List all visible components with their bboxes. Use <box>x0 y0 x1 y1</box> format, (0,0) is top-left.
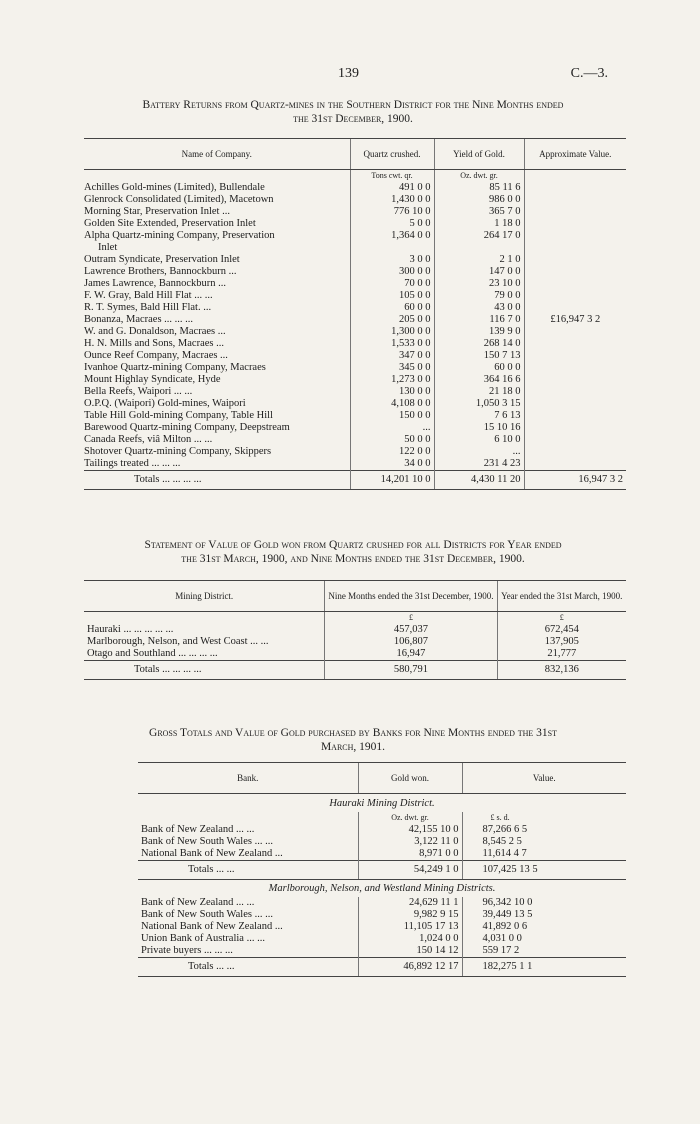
table2-totals-nine: 580,791 <box>325 661 497 680</box>
quartz-crushed <box>350 242 434 254</box>
company-name: Mount Highlay Syndicate, Hyde <box>84 374 221 385</box>
marlborough-totals-gold: 46,892 12 17 <box>358 958 462 977</box>
quartz-crushed: 345 0 0 <box>350 362 434 374</box>
approx-value <box>524 218 626 230</box>
quartz-crushed: 1,533 0 0 <box>350 338 434 350</box>
bank-value: 87,266 6 5 <box>462 824 626 836</box>
table-row <box>138 897 626 909</box>
quartz-crushed: 105 0 0 <box>350 290 434 302</box>
table-row <box>138 909 626 921</box>
table2-totals-label: Totals ... ... ... ... <box>84 661 325 680</box>
hauraki-totals-label: Totals ... ... <box>138 861 358 880</box>
table-row <box>84 230 626 242</box>
col-gold-won: Gold won. <box>358 763 462 794</box>
company-name: W. and G. Donaldson, Macraes ... <box>84 326 226 337</box>
table-row <box>84 434 626 446</box>
gold-won: 11,105 17 13 <box>358 921 462 933</box>
approx-value <box>524 434 626 446</box>
hauraki-totals-value: 107,425 13 5 <box>462 861 626 880</box>
table-row <box>138 836 626 848</box>
company-name: James Lawrence, Bannockburn ... <box>84 278 226 289</box>
gold-yield: 43 0 0 <box>434 302 524 314</box>
gold-value-statement-table <box>84 580 626 680</box>
company-name: Ivanhoe Quartz-mining Company, Macraes <box>84 362 266 373</box>
marlborough-totals-label: Totals ... ... <box>138 958 358 977</box>
table-row <box>84 410 626 422</box>
gold-yield: 268 14 0 <box>434 338 524 350</box>
bank-name: National Bank of New Zealand ... <box>141 921 283 932</box>
table-row <box>84 290 626 302</box>
unit-yield: Oz. dwt. gr. <box>434 170 524 183</box>
nine-months-value: 457,037 <box>325 624 497 636</box>
table-row <box>84 398 626 410</box>
quartz-crushed: 776 10 0 <box>350 206 434 218</box>
gold-yield: 15 10 16 <box>434 422 524 434</box>
col-yield: Yield of Gold. <box>434 139 524 170</box>
gold-yield: 364 16 6 <box>434 374 524 386</box>
bank-name: National Bank of New Zealand ... <box>141 848 283 859</box>
bank-name: Bank of New Zealand ... ... <box>141 897 255 908</box>
approx-value <box>524 254 626 266</box>
table-row <box>138 848 626 861</box>
approx-value <box>524 410 626 422</box>
approx-value <box>524 398 626 410</box>
table-row <box>84 624 626 636</box>
company-name: O.P.Q. (Waipori) Gold-mines, Waipori <box>84 398 246 409</box>
quartz-crushed: ... <box>350 422 434 434</box>
district-name: Marlborough, Nelson, and West Coast ... ... <box>87 636 269 647</box>
table-row <box>84 242 626 254</box>
table-row <box>84 362 626 374</box>
gold-yield: 264 17 0 <box>434 230 524 242</box>
page-header <box>0 66 700 86</box>
quartz-crushed: 1,273 0 0 <box>350 374 434 386</box>
gold-yield: 116 7 0 <box>434 314 524 326</box>
gold-yield: 2 1 0 <box>434 254 524 266</box>
table-row <box>84 446 626 458</box>
quartz-crushed: 50 0 0 <box>350 434 434 446</box>
quartz-crushed: 60 0 0 <box>350 302 434 314</box>
gold-yield: 231 4 23 <box>434 458 524 471</box>
table-row <box>84 636 626 648</box>
table1-totals-yield: 4,430 11 20 <box>434 471 524 490</box>
approx-value <box>524 386 626 398</box>
table-row <box>84 266 626 278</box>
approx-value <box>524 374 626 386</box>
table-row <box>84 326 626 338</box>
bank-value: 11,614 4 7 <box>462 848 626 861</box>
gold-yield: 79 0 0 <box>434 290 524 302</box>
table-row <box>84 206 626 218</box>
page-number: 139 <box>338 66 359 81</box>
table-row <box>84 648 626 661</box>
company-name: Outram Syndicate, Preservation Inlet <box>84 254 240 265</box>
gold-yield: 139 9 0 <box>434 326 524 338</box>
table-row <box>84 218 626 230</box>
company-name: H. N. Mills and Sons, Macraes ... <box>84 338 224 349</box>
year-value: 672,454 <box>497 624 626 636</box>
unit-value: £ s. d. <box>462 812 626 824</box>
bank-value: 4,031 0 0 <box>462 933 626 945</box>
gold-yield: 986 0 0 <box>434 194 524 206</box>
bank-value: 96,342 10 0 <box>462 897 626 909</box>
col-bank: Bank. <box>138 763 358 794</box>
gold-yield <box>434 242 524 254</box>
quartz-crushed: 5 0 0 <box>350 218 434 230</box>
col-year: Year ended the 31st March, 1900. <box>497 581 626 612</box>
quartz-crushed: 122 0 0 <box>350 446 434 458</box>
company-name: Tailings treated ... ... ... <box>84 458 181 469</box>
table-row <box>84 374 626 386</box>
table-row <box>84 182 626 194</box>
bank-name: Bank of New Zealand ... ... <box>141 824 255 835</box>
approx-value <box>524 206 626 218</box>
gold-yield: 85 11 6 <box>434 182 524 194</box>
table1-title: Battery Returns from Quartz-mines in the Southern District for the Nine Months ended the 31st December, 1900. <box>142 99 564 125</box>
unit-gold: Oz. dwt. gr. <box>358 812 462 824</box>
approx-value <box>524 230 626 242</box>
company-name: Barewood Quartz-mining Company, Deepstream <box>84 422 290 433</box>
approx-value <box>524 326 626 338</box>
table-row <box>84 338 626 350</box>
table-row <box>138 824 626 836</box>
company-name: Lawrence Brothers, Bannockburn ... <box>84 266 237 277</box>
approx-value <box>524 290 626 302</box>
gold-yield: 6 10 0 <box>434 434 524 446</box>
table-row <box>84 194 626 206</box>
company-name: Golden Site Extended, Preservation Inlet <box>84 218 256 229</box>
gold-yield: 7 6 13 <box>434 410 524 422</box>
unit-quartz: Tons cwt. qr. <box>350 170 434 183</box>
approx-value <box>524 278 626 290</box>
table-row <box>138 945 626 958</box>
quartz-crushed: 347 0 0 <box>350 350 434 362</box>
gold-won: 150 14 12 <box>358 945 462 958</box>
bank-name: Private buyers ... ... ... <box>141 945 233 956</box>
table2-totals-year: 832,136 <box>497 661 626 680</box>
company-name: Table Hill Gold-mining Company, Table Hill <box>84 410 273 421</box>
gold-won: 9,982 9 15 <box>358 909 462 921</box>
approx-value <box>524 242 626 254</box>
company-name: Alpha Quartz-mining Company, Preservation <box>84 230 275 241</box>
approx-value <box>524 194 626 206</box>
year-value: 21,777 <box>497 648 626 661</box>
approx-value <box>524 458 626 471</box>
gold-yield: ... <box>434 446 524 458</box>
company-name: Achilles Gold-mines (Limited), Bullendale <box>84 182 265 193</box>
marlborough-totals-value: 182,275 1 1 <box>462 958 626 977</box>
table-row <box>84 422 626 434</box>
company-name: Morning Star, Preservation Inlet ... <box>84 206 230 217</box>
unit-pound: £ <box>497 612 626 625</box>
company-name: R. T. Symes, Bald Hill Flat. ... <box>84 302 212 313</box>
year-value: 137,905 <box>497 636 626 648</box>
quartz-crushed: 34 0 0 <box>350 458 434 471</box>
table-row <box>84 302 626 314</box>
col-district: Mining District. <box>84 581 325 612</box>
district-name: Hauraki ... ... ... ... ... <box>87 624 174 635</box>
gold-yield: 150 7 13 <box>434 350 524 362</box>
gold-yield: 1,050 3 15 <box>434 398 524 410</box>
quartz-crushed: 1,430 0 0 <box>350 194 434 206</box>
table2-title: Statement of Value of Gold won from Quartz crushed for all Districts for Year ended the 31st March, 1900, and Nine Months ended the 31st December, 1900. <box>144 539 562 565</box>
bank-name: Bank of New South Wales ... ... <box>141 836 273 847</box>
approx-value <box>524 362 626 374</box>
table1-totals-label: Totals ... ... ... ... <box>84 471 350 490</box>
nine-months-value: 16,947 <box>325 648 497 661</box>
company-name: Bonanza, Macraes ... ... ... <box>84 314 194 325</box>
col-bank-value: Value. <box>462 763 626 794</box>
section-hauraki-title: Hauraki Mining District. <box>329 798 435 809</box>
table-row <box>84 254 626 266</box>
battery-returns-table <box>84 138 626 490</box>
bank-value: 41,892 0 6 <box>462 921 626 933</box>
quartz-crushed: 4,108 0 0 <box>350 398 434 410</box>
table-row <box>84 278 626 290</box>
table-row <box>138 921 626 933</box>
gold-yield: 21 18 0 <box>434 386 524 398</box>
table-row <box>84 386 626 398</box>
unit-pound: £ <box>325 612 497 625</box>
bank-name: Bank of New South Wales ... ... <box>141 909 273 920</box>
bracketed-total-value: £16,947 3 2 <box>524 314 626 326</box>
company-name: Canada Reefs, viâ Milton ... ... <box>84 434 213 445</box>
section-marlborough-title: Marlborough, Nelson, and Westland Mining Districts. <box>268 883 496 894</box>
company-name: Inlet <box>98 242 118 253</box>
table1-totals-quartz: 14,201 10 0 <box>350 471 434 490</box>
company-name: F. W. Gray, Bald Hill Flat ... ... <box>84 290 213 301</box>
table3-title: Gross Totals and Value of Gold purchased by Banks for Nine Months ended the 31st March, 1901. <box>149 727 557 753</box>
approx-value <box>524 350 626 362</box>
gold-yield: 23 10 0 <box>434 278 524 290</box>
company-name: Glenrock Consolidated (Limited), Macetown <box>84 194 274 205</box>
approx-value <box>524 182 626 194</box>
gold-yield: 1 18 0 <box>434 218 524 230</box>
col-value: Approximate Value. <box>524 139 626 170</box>
approx-value <box>524 302 626 314</box>
nine-months-value: 106,807 <box>325 636 497 648</box>
company-name: Bella Reefs, Waipori ... ... <box>84 386 193 397</box>
quartz-crushed: 150 0 0 <box>350 410 434 422</box>
col-company: Name of Company. <box>84 139 350 170</box>
col-nine-months: Nine Months ended the 31st December, 1900. <box>325 581 497 612</box>
quartz-crushed: 1,300 0 0 <box>350 326 434 338</box>
quartz-crushed: 1,364 0 0 <box>350 230 434 242</box>
gold-won: 3,122 11 0 <box>358 836 462 848</box>
quartz-crushed: 3 0 0 <box>350 254 434 266</box>
quartz-crushed: 130 0 0 <box>350 386 434 398</box>
table-row <box>84 458 626 471</box>
bank-value: 559 17 2 <box>462 945 626 958</box>
quartz-crushed: 205 0 0 <box>350 314 434 326</box>
gold-yield: 147 0 0 <box>434 266 524 278</box>
bank-gold-table <box>138 762 626 977</box>
table1-totals-value: 16,947 3 2 <box>524 471 626 490</box>
bank-value: 8,545 2 5 <box>462 836 626 848</box>
approx-value <box>524 422 626 434</box>
district-name: Otago and Southland ... ... ... ... <box>87 648 218 659</box>
gold-yield: 60 0 0 <box>434 362 524 374</box>
table-row <box>84 314 626 326</box>
quartz-crushed: 70 0 0 <box>350 278 434 290</box>
page-reference: C.—3. <box>570 66 608 81</box>
quartz-crushed: 491 0 0 <box>350 182 434 194</box>
hauraki-totals-gold: 54,249 1 0 <box>358 861 462 880</box>
approx-value <box>524 338 626 350</box>
table-row <box>84 350 626 362</box>
company-name: Ounce Reef Company, Macraes ... <box>84 350 228 361</box>
gold-yield: 365 7 0 <box>434 206 524 218</box>
gold-won: 1,024 0 0 <box>358 933 462 945</box>
gold-won: 8,971 0 0 <box>358 848 462 861</box>
gold-won: 42,155 10 0 <box>358 824 462 836</box>
approx-value <box>524 266 626 278</box>
approx-value <box>524 446 626 458</box>
gold-won: 24,629 11 1 <box>358 897 462 909</box>
quartz-crushed: 300 0 0 <box>350 266 434 278</box>
table-row <box>138 933 626 945</box>
bank-value: 39,449 13 5 <box>462 909 626 921</box>
company-name: Shotover Quartz-mining Company, Skippers <box>84 446 272 457</box>
bank-name: Union Bank of Australia ... ... <box>141 933 265 944</box>
col-quartz: Quartz crushed. <box>350 139 434 170</box>
